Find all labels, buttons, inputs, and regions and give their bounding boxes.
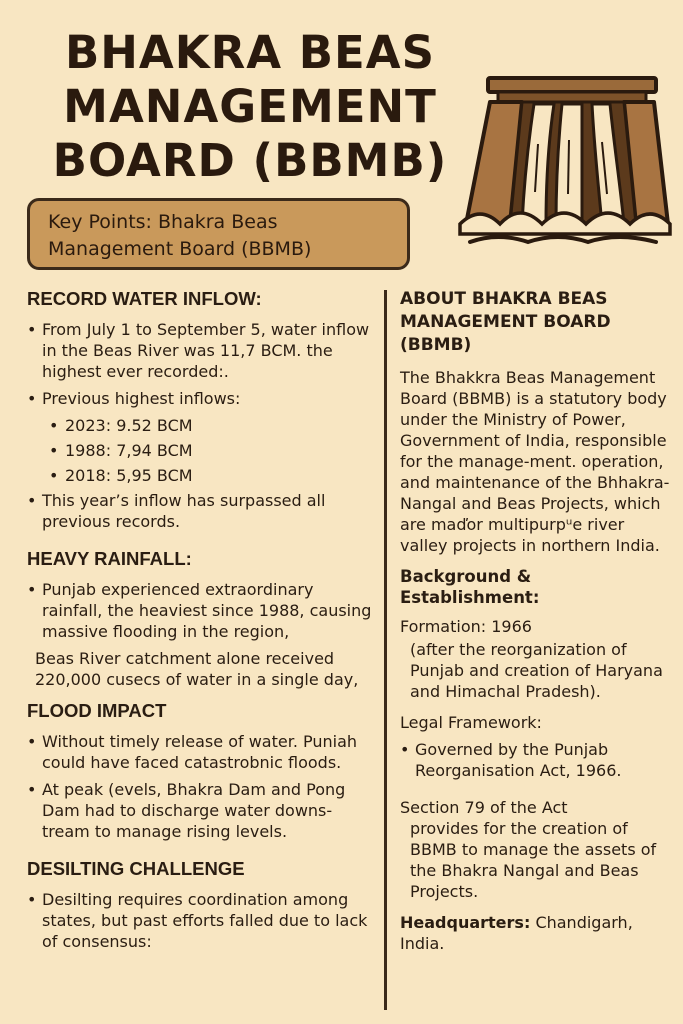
- inflow-year-2023: • 2023: 9.52 BCM: [27, 415, 377, 436]
- key-points-line-2: Management Board (BBMB): [48, 238, 312, 260]
- about-heading: ABOUT BHAKRA BEAS MANAGEMENT BOARD (BBMB): [400, 289, 611, 355]
- headquarters-value: Chandigarh, India.: [400, 913, 633, 953]
- rainfall-heading: HEAVY RAINFALL:: [27, 548, 192, 569]
- rainfall-bullet-1: • Punjab experienced extraordinary rainfall, the heaviest since 1988, causing massive flooding in the region,: [27, 579, 377, 642]
- headquarters-line: [400, 912, 675, 954]
- formation-note: (after the reorganization of Punjab and creation of Haryana and Himachal Pradesh).: [410, 640, 663, 701]
- flood-bullet-2: • At peak (evels, Bhakra Dam and Pong Dam had to discharge water downs-tream to manage rising levels.: [27, 779, 377, 842]
- formation-label: Formation: 1966: [400, 617, 532, 636]
- title-line-2: MANAGEMENT: [63, 80, 437, 133]
- desilting-bullet-1: • Desilting requires coordination among states, but past efforts falled due to lack of consensus:: [27, 889, 377, 952]
- inflow-bullet-2: • Previous highest inflows:: [27, 388, 377, 409]
- inflow-bullet-1: • From July 1 to September 5, water inflow in the Beas River was 11,7 BCM. the highest ever recorded:.: [27, 319, 377, 382]
- flood-bullet-1: • Without timely release of water. Puniah could have faced catastrobnic floods.: [27, 731, 377, 773]
- rainfall-catchment-text: Beas River catchment alone received 220,000 cusecs of water in a single day,: [35, 649, 359, 689]
- desilting-heading: DESILTING CHALLENGE: [27, 858, 245, 879]
- section-79-text: provides for the creation of BBMB to manage the assets of the Bhakra Nangal and Beas Projects.: [410, 819, 657, 901]
- inflow-year-2018: • 2018: 5,95 BCM: [27, 465, 377, 486]
- dam-icon: [458, 74, 672, 250]
- headquarters-label: Headquarters:: [400, 913, 531, 932]
- inflow-bullet-3: • This year’s inflow has surpassed all previous records.: [27, 490, 377, 532]
- flood-heading: FLOOD IMPACT: [27, 700, 167, 721]
- key-points-line-1: Key Points: Bhakra Beas: [48, 211, 278, 233]
- inflow-year-1988: • 1988: 7,94 BCM: [27, 440, 377, 461]
- column-divider: [384, 290, 387, 1010]
- background-heading: Background & Establishment:: [400, 567, 540, 607]
- page-title: [0, 26, 500, 188]
- title-line-3: BOARD (BBMB): [52, 134, 448, 187]
- title-line-1: BHAKRA BEAS: [64, 26, 436, 79]
- section-79-lead: Section 79 of the Act: [400, 798, 568, 817]
- legal-bullet: • Governed by the Punjab Reorganisation Act, 1966.: [400, 739, 675, 781]
- right-column: [400, 288, 675, 954]
- key-points-box: [27, 198, 410, 270]
- left-column: [27, 288, 377, 958]
- legal-label: Legal Framework:: [400, 713, 542, 732]
- about-paragraph: The Bhakkra Beas Management Board (BBMB) is a statutory body under the Ministry of Power, Government of India, responsible for the manage-ment. operation, and maintenance of the Bhhakra-Nangal and Beas Projects, which are maďor multipurpᵘe river valley projects in northern India.: [400, 368, 670, 555]
- inflow-heading: RECORD WATER INFLOW:: [27, 288, 262, 309]
